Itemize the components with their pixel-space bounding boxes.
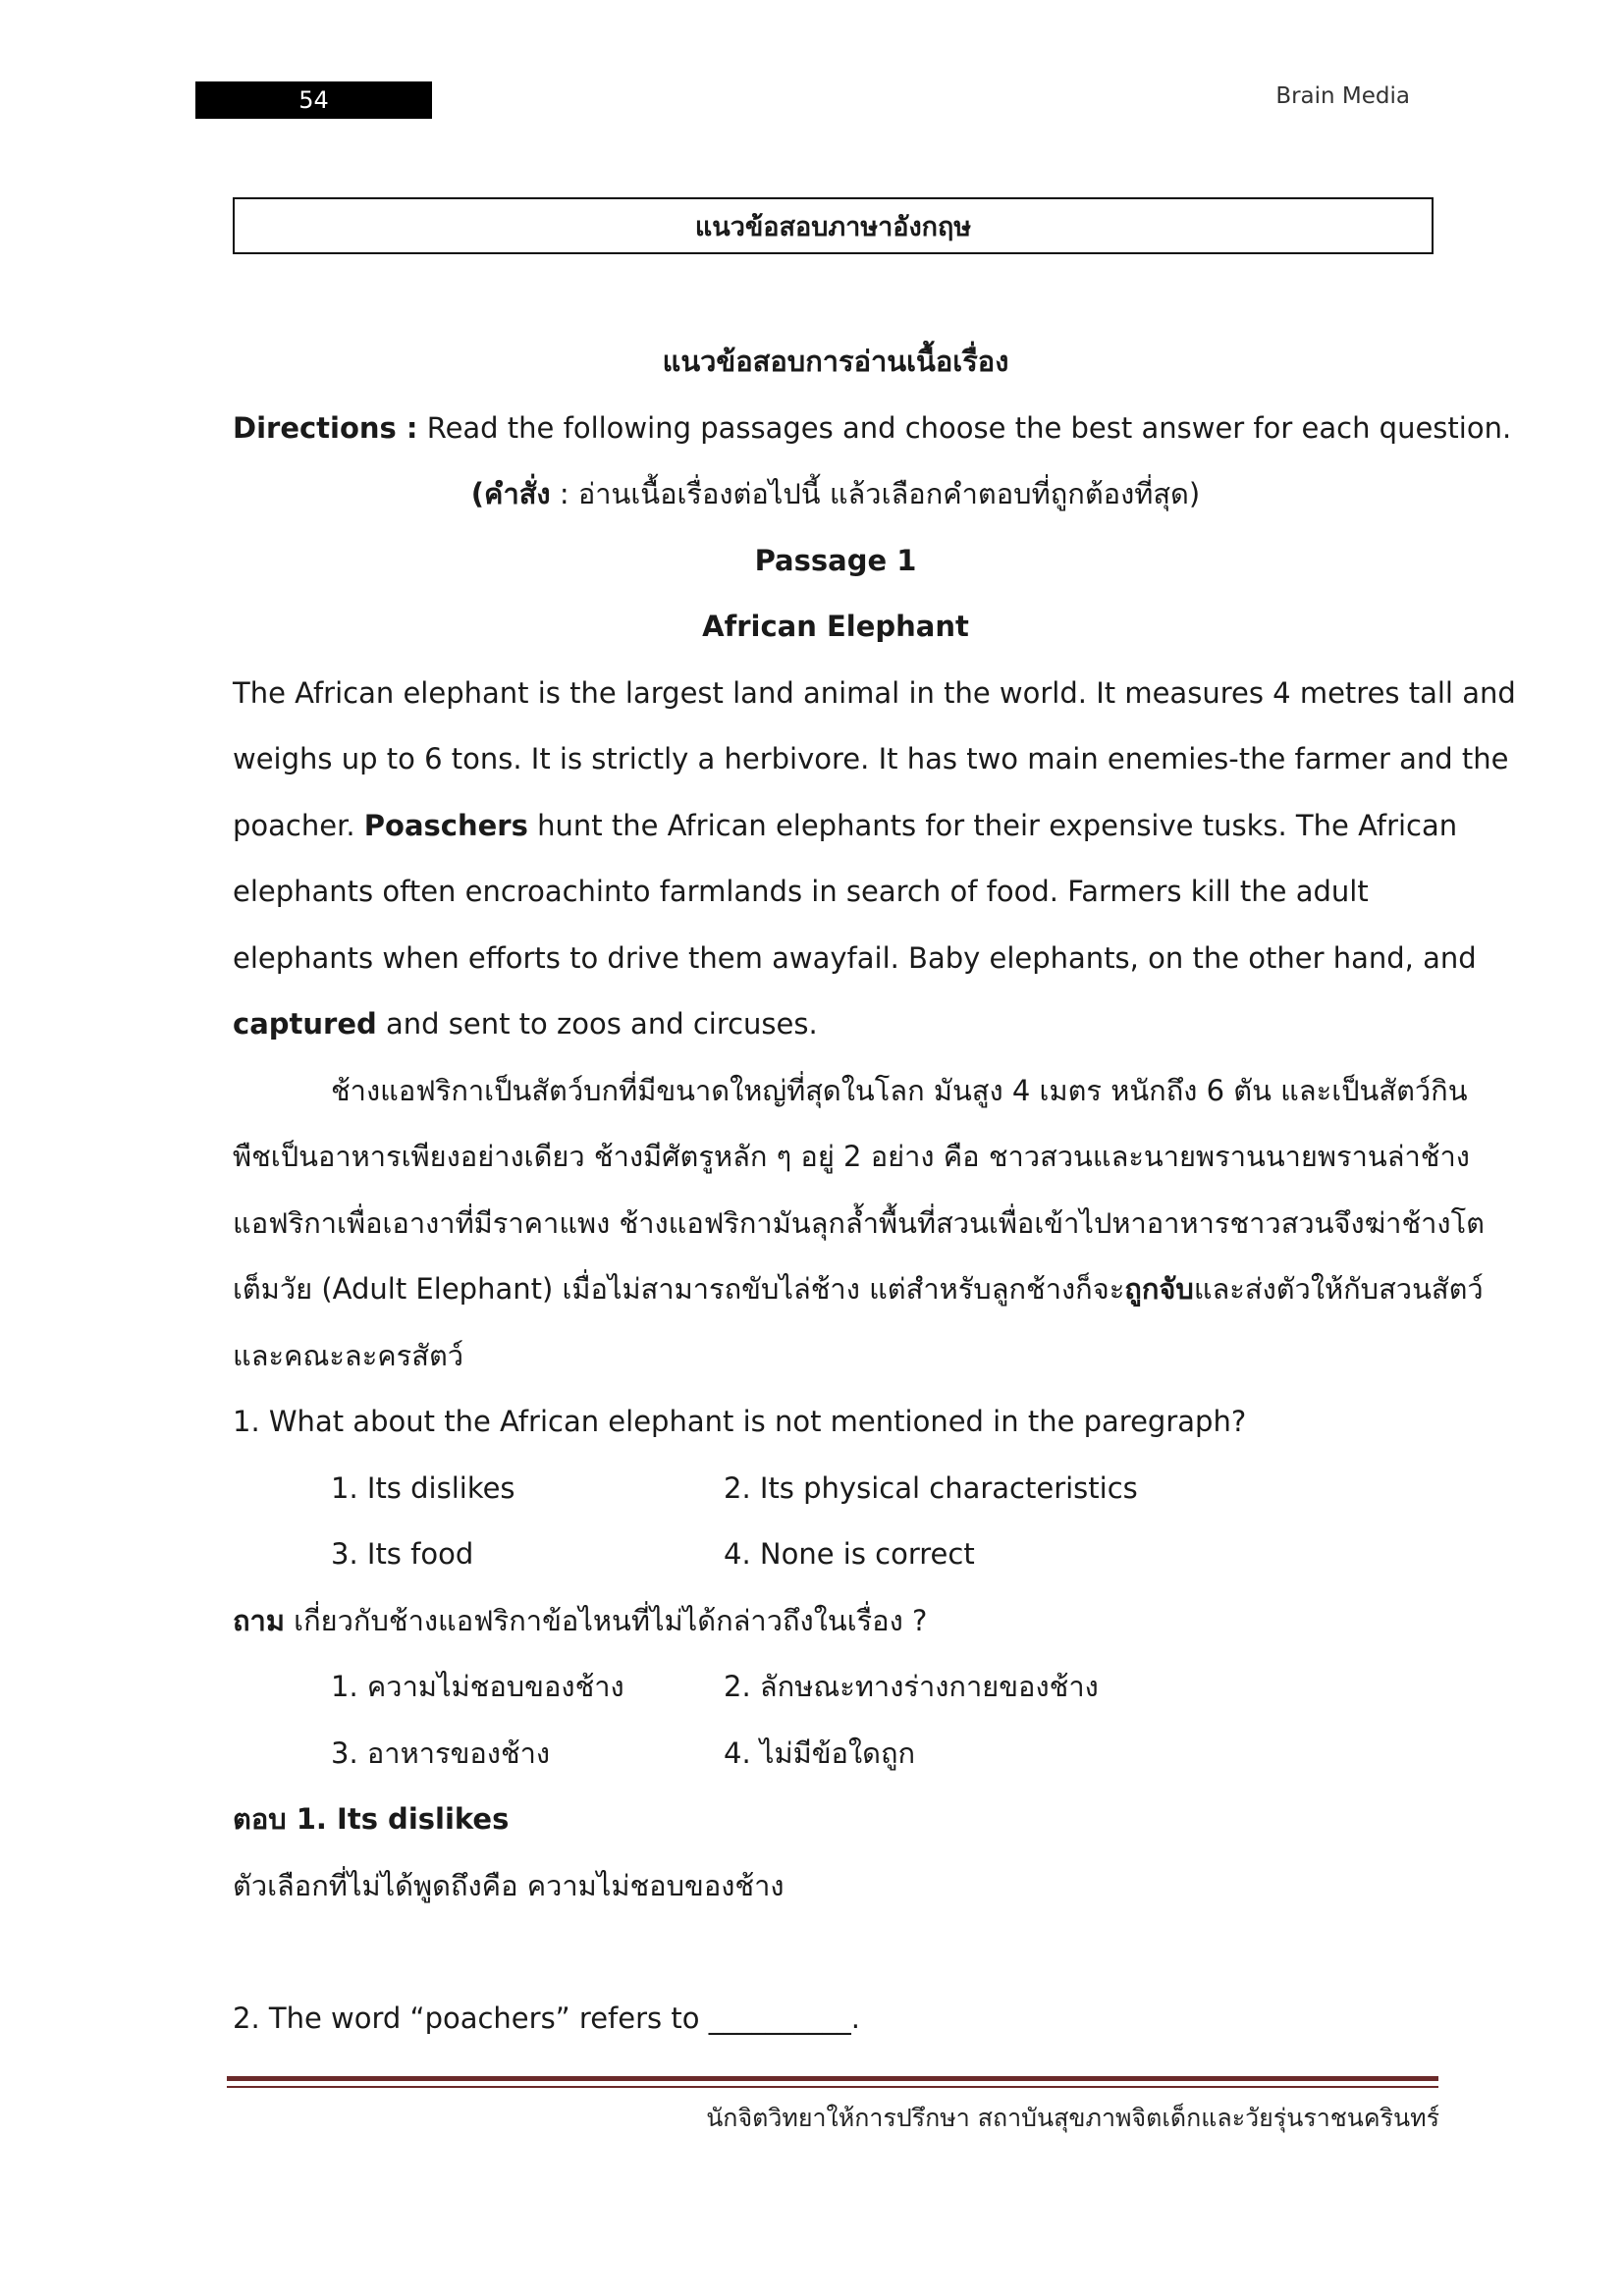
option-row <box>233 1522 1438 1588</box>
option-thai: 3. อาหารของช้าง <box>331 1735 551 1770</box>
passage-en-line <box>233 793 1458 860</box>
passage-text: เต็มวัย (Adult Elephant) เมื่อไม่สามารถขับไล่ช้าง แต่สำหรับลูกช้างก็จะ <box>233 1272 1125 1306</box>
question-thai-label: ถาม <box>233 1603 285 1637</box>
passage-label: Passage 1 <box>754 543 917 577</box>
section-title-box <box>233 197 1434 254</box>
passage-bold-word: Poaschers <box>363 808 528 842</box>
page-content <box>233 329 1516 2052</box>
subtitle: แนวข้อสอบการอ่านเนื้อเรื่อง <box>662 345 1009 378</box>
question-thai-text: เกี่ยวกับช้างแอฟริกาข้อไหนที่ไม่ได้กล่าวถึงในเรื่อง ? <box>284 1603 928 1637</box>
footer-text: นักจิตวิทยาให้การปรึกษา สถาบันสุขภาพจิตเด็กและวัยรุ่นราชนครินทร์ <box>706 2104 1439 2132</box>
question-1-thai <box>233 1588 1438 1655</box>
option-thai: 4. ไม่มีข้อใดถูก <box>724 1735 916 1770</box>
option-thai: 1. ความไม่ชอบของช้าง <box>331 1670 624 1703</box>
publisher-name: Brain Media <box>1275 83 1410 109</box>
passage-bold-word: ถูกจับ <box>1124 1272 1194 1306</box>
explanation-1: ตัวเลือกที่ไม่ได้พูดถึงคือ ความไม่ชอบของช้าง <box>233 1868 785 1902</box>
passage-title: African Elephant <box>702 610 969 643</box>
directions-thai-text: : อ่านเนื้อเรื่องต่อไปนี้ แล้วเลือกคำตอบที่ถูกต้องที่สุด) <box>550 477 1201 510</box>
directions <box>233 396 1512 462</box>
spacer <box>233 1919 1438 1986</box>
option: 1. Its dislikes <box>331 1470 515 1505</box>
directions-text: Read the following passages and choose the best answer for each question. <box>417 410 1512 445</box>
passage-th-line: ช้างแอฟริกาเป็นสัตว์บกที่มีขนาดใหญ่ที่สุดในโลก มันสูง 4 เมตร หนักถึง 6 ตัน และเป็นสัตว์กิน <box>331 1073 1468 1107</box>
passage-text: poacher. <box>233 808 364 842</box>
page-number: 54 <box>298 86 329 114</box>
passage-th-line <box>233 1256 1484 1323</box>
passage-text: and sent to zoos and circuses. <box>376 1007 818 1041</box>
option-thai: 2. ลักษณะทางร่างกายของช้าง <box>724 1670 1099 1703</box>
directions-thai-label: (คำสั่ง <box>470 477 551 510</box>
option: 3. Its food <box>331 1537 474 1571</box>
passage-en-line: The African elephant is the largest land animal in the world. It measures 4 metres tall and <box>233 675 1516 710</box>
passage-en-line <box>233 991 1438 1058</box>
answer-1: ตอบ 1. Its dislikes <box>233 1802 510 1836</box>
directions-thai <box>233 461 1438 528</box>
option: 2. Its physical characteristics <box>724 1470 1138 1505</box>
footer-divider <box>227 2076 1438 2081</box>
footer-divider-thin <box>227 2086 1438 2088</box>
passage-th-line: พืชเป็นอาหารเพียงอย่างเดียว ช้างมีศัตรูหลัก ๆ อยู่ 2 อย่าง คือ ชาวสวนและนายพรานนายพรานล่าช้าง <box>233 1140 1470 1173</box>
passage-en-line: elephants when efforts to drive them awayfail. Baby elephants, on the other hand, and <box>233 940 1477 975</box>
passage-en-line: elephants often encroachinto farmlands in search of food. Farmers kill the adult <box>233 875 1369 908</box>
option-row-thai <box>233 1654 1438 1721</box>
question-2: 2. The word “poachers” refers to __________. <box>233 2001 860 2035</box>
passage-text: hunt the African elephants for their expensive tusks. The African <box>527 808 1458 842</box>
directions-label: Directions : <box>233 410 418 445</box>
option: 4. None is correct <box>724 1537 975 1571</box>
passage-bold-word: captured <box>233 1007 377 1041</box>
passage-th-line: และคณะละครสัตว์ <box>233 1338 464 1372</box>
question-1: 1. What about the African elephant is not mentioned in the paregraph? <box>233 1405 1247 1438</box>
section-title: แนวข้อสอบภาษาอังกฤษ <box>694 211 972 242</box>
passage-en-line: weighs up to 6 tons. It is strictly a herbivore. It has two main enemies-the farmer and the <box>233 742 1509 775</box>
option-row <box>233 1456 1438 1522</box>
option-row-thai <box>233 1721 1438 1788</box>
page-number-bar <box>195 81 432 119</box>
passage-text: และส่งตัวให้กับสวนสัตว์ <box>1193 1272 1484 1306</box>
passage-th-line: แอฟริกาเพื่อเอางาที่มีราคาแพง ช้างแอฟริกามันลุกล้ำพื้นที่สวนเพื่อเข้าไปหาอาหารชาวสวนจึงฆ่าช้างโต <box>233 1205 1485 1240</box>
